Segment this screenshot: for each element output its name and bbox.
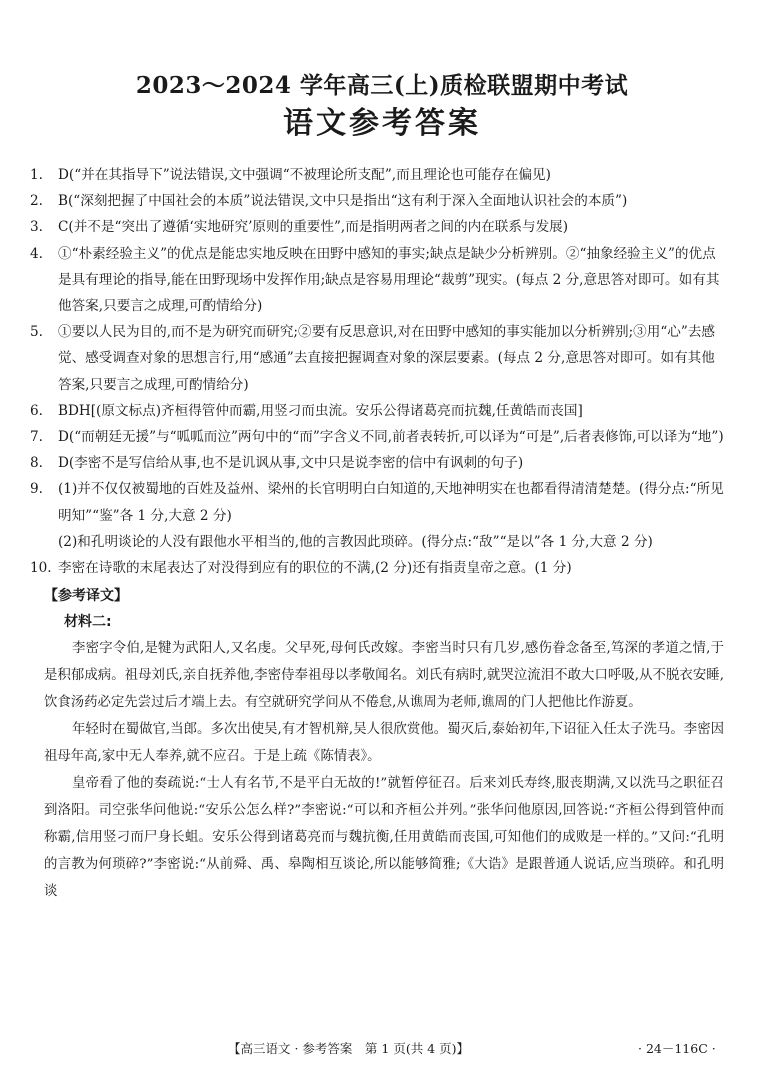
answer-item-9 [30, 476, 724, 528]
answer-item [30, 214, 724, 240]
answer-number: 6. [30, 402, 43, 419]
answer-text: BDH[(原文标点)齐桓得管仲而霸,用竖刁而虫流。安乐公得诸葛亮而抗魏,任黄皓而丧国] [58, 402, 583, 419]
answer-number: 8. [30, 455, 43, 472]
footer-code: · 24－116C · [638, 1041, 716, 1056]
answer-number: 7. [30, 429, 43, 446]
answer-text: ①要以人民为目的,而不是为研究而研究;②要有反思意识,对在田野中感知的事实能加以分析辨别;③用“心”去感觉、感受调查对象的思想言行,用“感通”去直接把握调查对象的深层要素。(每点 2 分,意思答对即可。如有其他答案,只要言之成理,可酌情给分) [58, 324, 716, 393]
answer-subitem [44, 529, 724, 555]
answer-item [30, 319, 724, 398]
answer-item [30, 555, 724, 581]
answer-item [30, 241, 724, 320]
answer-text: 李密在诗歌的末尾表达了对没得到应有的职位的不满,(2 分)还有指责皇帝之意。(1 分) [58, 560, 572, 577]
answer-number: 3. [30, 219, 43, 236]
answer-text: D(李密不是写信给从事,也不是讥讽从事,文中只是说李密的信中有讽刺的句子) [58, 455, 524, 472]
footer-page-info: 【高三语文 · 参考答案 第 1 页(共 4 页)】 [228, 1041, 469, 1056]
answer-text: B(“深刻把握了中国社会的本质”说法错误,文中只是指出“这有利于深入全面地认识社会的本质”) [58, 193, 628, 210]
answer-item [30, 162, 724, 188]
answer-text: ①“朴素经验主义”的优点是能忠实地反映在田野中感知的事实;缺点是缺少分析辨别。②“抽象经验主义”的优点是具有理论的指导,能在田野现场中发挥作用;缺点是容易用理论“裁剪”现实。(每点 2 分,意思答对即可。如有其他答案,只要言之成理,可酌情给分) [58, 245, 720, 315]
answer-text: (1)并不仅仅被蜀地的百姓及益州、梁州的长官明明白白知道的,天地神明实在也都看得清清楚楚。(得分点:“所见明知”“鉴”各 1 分,大意 2 分) [58, 481, 724, 524]
translation-heading: 【参考译文】 [44, 588, 128, 605]
answer-number: 4. [30, 245, 43, 262]
answer-text: D(“而朝廷无援”与“呱呱而泣”两句中的“而”字含义不同,前者表转折,可以译为“可是”,后者表修饰,可以译为“地”) [58, 429, 724, 446]
answer-item [30, 398, 724, 424]
answer-number: 9. [30, 481, 43, 498]
answer-item [30, 450, 724, 476]
answer-item [30, 188, 724, 214]
answer-text: (2)和孔明谈论的人没有跟他水平相当的,他的言教因此琐碎。(得分点:“敌”“是以”各 1 分,大意 2 分) [58, 533, 653, 550]
translation-paragraph: 年轻时在蜀做官,当郎。多次出使吴,有才智机辩,吴人很欣赏他。蜀灭后,泰始初年,下诏征入任太子洗马。李密因祖母年高,家中无人奉养,就不应召。于是上疏《陈情表》。 [44, 722, 724, 765]
answer-key-subtitle: 语文参考答案 [283, 106, 481, 141]
answer-text: C(并不是“突出了遵循‘实地研究’原则的重要性”,而是指明两者之间的内在联系与发展) [58, 219, 569, 236]
answer-list [30, 162, 724, 905]
answer-number: 2. [30, 193, 43, 210]
translation-paragraph: 皇帝看了他的奏疏说:“士人有名节,不是平白无故的!”就暂停征召。后来刘氏寿终,服丧期满,又以洗马之职征召到洛阳。司空张华问他说:“安乐公怎么样?”李密说:“可以和齐桓公并列。”张华问他原因,回答说:“齐桓公得到管仲而称霸,信用竖刁而尸身长蛆。安乐公得到诸葛亮而与魏抗衡,任用黄皓而丧国,可知他们的成败是一样的。”又问:“孔明的言教为何琐碎?”李密说:“从前舜、禹、皋陶相互谈论,所以能够简雅;《大诰》是跟普通人说话,应当琐碎。和孔明谈 [44, 776, 724, 900]
material-heading: 材料二: [64, 614, 112, 631]
answer-number: 10. [30, 560, 52, 577]
exam-title: 2023～2024 学年高三(上)质检联盟期中考试 [135, 72, 629, 99]
answer-number: 5. [30, 324, 43, 341]
answer-item [30, 424, 724, 450]
translation-paragraph: 李密字令伯,是犍为武阳人,又名虔。父早死,母何氏改嫁。李密当时只有几岁,感伤眷念备至,笃深的孝道之情,于是积郁成病。祖母刘氏,亲自抚养他,李密侍奉祖母以孝敬闻名。刘氏有病时,就哭泣流泪不敢大口呼吸,从不脱衣安睡,饮食汤药必定先尝过后才端上去。有空就研究学问从不倦怠,从谯周为老师,谯周的门人把他比作游夏。 [44, 641, 724, 711]
answer-text: D(“并在其指导下”说法错误,文中强调“不被理论所支配”,而且理论也可能存在偏见) [58, 167, 551, 183]
answer-number: 1. [30, 167, 43, 183]
